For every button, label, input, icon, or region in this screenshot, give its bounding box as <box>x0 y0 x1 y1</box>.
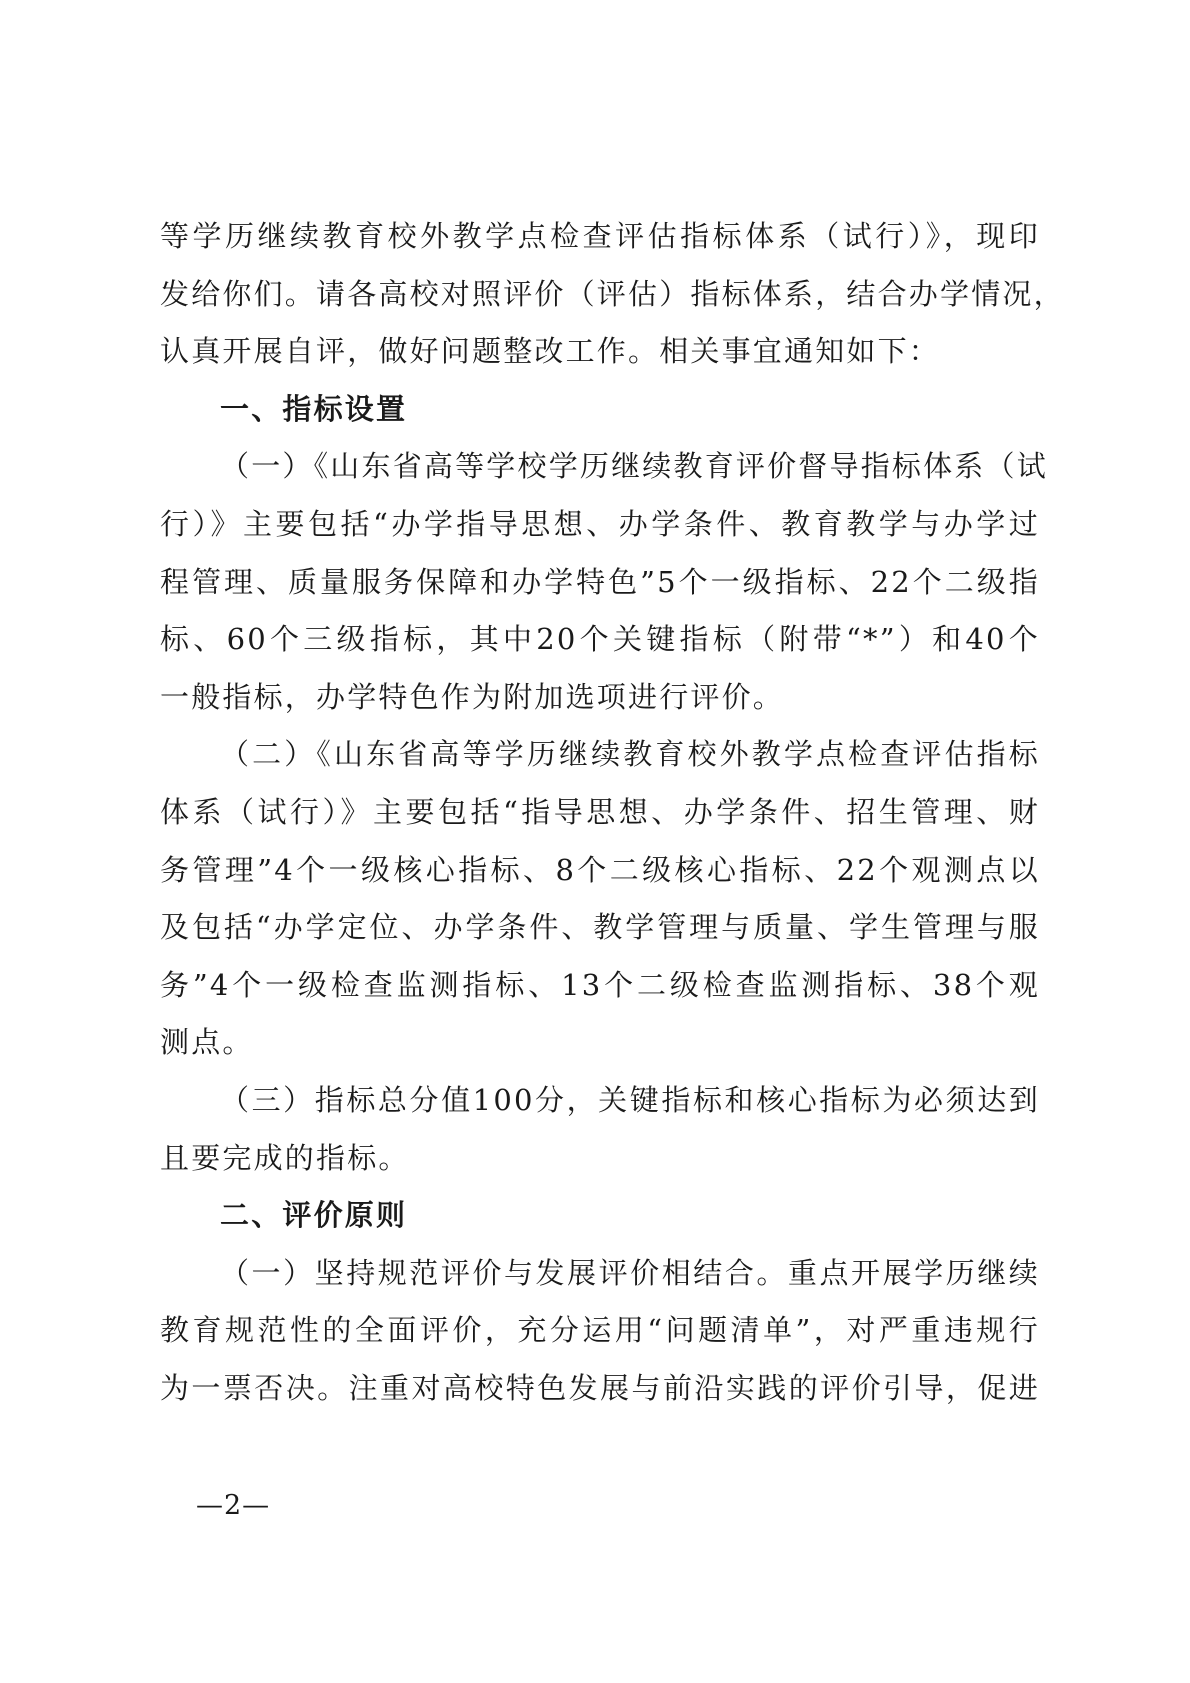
text-line: （二）《山东省高等学历继续教育校外教学点检查评估指标 <box>220 737 1040 772</box>
text-line: 一般指标，办学特色作为附加选项进行评价。 <box>160 679 785 714</box>
text-line: 程管理、质量服务保障和办学特色”5个一级指标、22个二级指 <box>160 564 1040 599</box>
section-heading: 二、评价原则 <box>220 1198 408 1233</box>
page-number: —2— <box>196 1490 271 1521</box>
text-line: 为一票否决。注重对高校特色发展与前沿实践的评价引导，促进 <box>160 1370 1040 1405</box>
text-line: （一）坚持规范评价与发展评价相结合。重点开展学历继续 <box>220 1255 1040 1290</box>
text-line: 务管理”4个一级核心指标、8个二级核心指标、22个观测点以 <box>160 852 1040 887</box>
text-line: 等学历继续教育校外教学点检查评估指标体系（试行）》，现印 <box>160 219 1040 253</box>
text-line: 且要完成的指标。 <box>160 1140 410 1175</box>
text-line: 认真开展自评，做好问题整改工作。相关事宜通知如下： <box>160 334 941 369</box>
text-line: 行）》主要包括“办学指导思想、办学条件、教育教学与办学过 <box>160 506 1040 541</box>
text-line: 标、60个三级指标，其中20个关键指标（附带“*”）和40个 <box>160 622 1040 657</box>
text-line: 教育规范性的全面评价，充分运用“问题清单”，对严重违规行 <box>160 1313 1040 1348</box>
body-text <box>160 208 1065 1417</box>
text-line: 务”4个一级检查监测指标、13个二级检查监测指标、38个观 <box>160 967 1040 1002</box>
text-line: 发给你们。请各高校对照评价（评估）指标体系，结合办学情况， <box>160 276 1065 311</box>
text-line: （一）《山东省高等学校学历继续教育评价督导指标体系（试 <box>220 449 1048 484</box>
text-line: 测点。 <box>160 1025 254 1060</box>
section-heading: 一、指标设置 <box>220 391 408 426</box>
text-line: （三）指标总分值100分，关键指标和核心指标为必须达到 <box>220 1082 1040 1117</box>
text-line: 体系（试行）》主要包括“指导思想、办学条件、招生管理、财 <box>160 794 1040 829</box>
text-line: 及包括“办学定位、办学条件、教学管理与质量、学生管理与服 <box>160 910 1040 945</box>
